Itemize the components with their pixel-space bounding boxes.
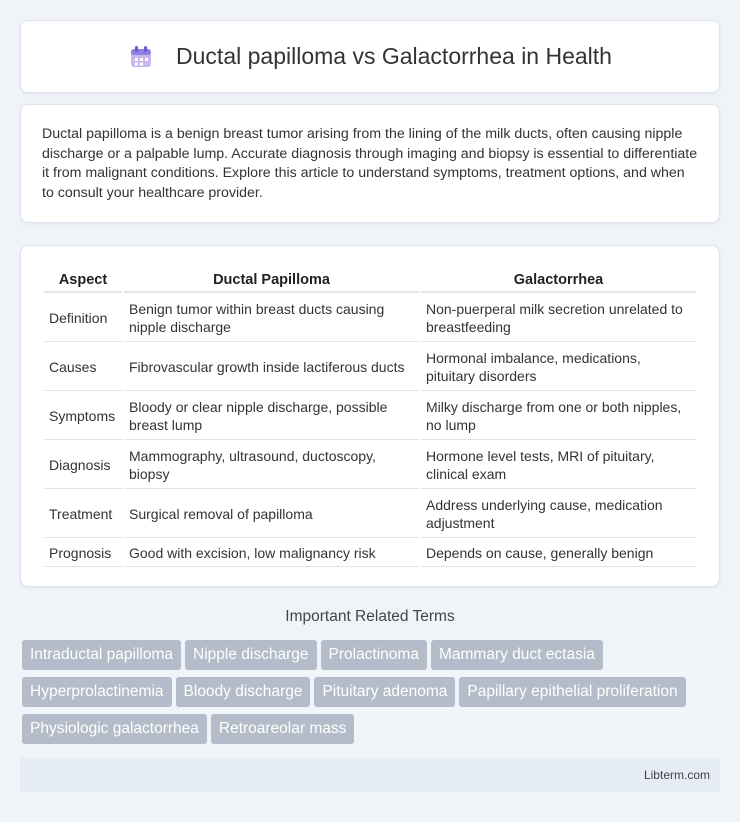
intro-text: Ductal papilloma is a benign breast tumor arising from the lining of the milk ducts, often causing nipple discharge or a palpable lump. Accurate diagnosis through imaging and biopsy is essential to differentiate it from malignant conditions. Explore this article to understand symptoms, treatment options, and when to consult your healthcare provider.	[42, 126, 698, 201]
related-term-tag[interactable]: Intraductal papilloma	[22, 640, 181, 670]
table-cell: Symptoms	[44, 393, 122, 440]
footer-site-link[interactable]: Libterm.com	[643, 768, 710, 782]
table-cell: Depends on cause, generally benign	[421, 540, 696, 567]
comparison-table	[42, 266, 698, 569]
table-row	[44, 491, 696, 538]
table-cell: Definition	[44, 295, 122, 342]
related-term-tag[interactable]: Nipple discharge	[185, 640, 316, 670]
related-term-tag[interactable]: Hyperprolactinemia	[22, 677, 172, 707]
table-row	[44, 295, 696, 342]
table-cell: Causes	[44, 344, 122, 391]
column-header: Aspect	[44, 268, 122, 293]
related-terms-title: Important Related Terms	[285, 608, 455, 625]
table-cell: Prognosis	[44, 540, 122, 567]
table-cell: Surgical removal of papilloma	[124, 491, 419, 538]
related-term-tag[interactable]: Retroareolar mass	[211, 714, 355, 744]
intro-card	[20, 104, 720, 223]
related-term-tag[interactable]: Papillary epithelial proliferation	[459, 677, 685, 707]
related-term-tag[interactable]: Prolactinoma	[321, 640, 427, 670]
table-cell: Diagnosis	[44, 442, 122, 489]
calendar-icon	[128, 44, 154, 70]
table-cell: Fibrovascular growth inside lactiferous ducts	[124, 344, 419, 391]
related-term-tag[interactable]: Bloody discharge	[176, 677, 311, 707]
table-cell: Milky discharge from one or both nipples, no lump	[421, 393, 696, 440]
table-cell: Benign tumor within breast ducts causing nipple discharge	[124, 295, 419, 342]
comparison-card	[20, 245, 720, 587]
column-header: Galactorrhea	[421, 268, 696, 293]
table-cell: Address underlying cause, medication adjustment	[421, 491, 696, 538]
table-cell: Good with excision, low malignancy risk	[124, 540, 419, 567]
related-terms-list	[22, 640, 722, 751]
table-cell: Hormonal imbalance, medications, pituitary disorders	[421, 344, 696, 391]
table-cell: Non-puerperal milk secretion unrelated to breastfeeding	[421, 295, 696, 342]
column-header: Ductal Papilloma	[124, 268, 419, 293]
table-row	[44, 344, 696, 391]
table-cell: Bloody or clear nipple discharge, possible breast lump	[124, 393, 419, 440]
related-term-tag[interactable]: Physiologic galactorrhea	[22, 714, 207, 744]
table-header-row	[44, 268, 696, 293]
table-row	[44, 442, 696, 489]
table-row	[44, 393, 696, 440]
footer	[20, 758, 720, 792]
table-cell: Treatment	[44, 491, 122, 538]
related-term-tag[interactable]: Mammary duct ectasia	[431, 640, 603, 670]
table-row	[44, 540, 696, 567]
table-cell: Hormone level tests, MRI of pituitary, clinical exam	[421, 442, 696, 489]
related-term-tag[interactable]: Pituitary adenoma	[314, 677, 455, 707]
title-card	[20, 20, 720, 93]
page-title: Ductal papilloma vs Galactorrhea in Health	[176, 43, 612, 69]
table-cell: Mammography, ultrasound, ductoscopy, biopsy	[124, 442, 419, 489]
